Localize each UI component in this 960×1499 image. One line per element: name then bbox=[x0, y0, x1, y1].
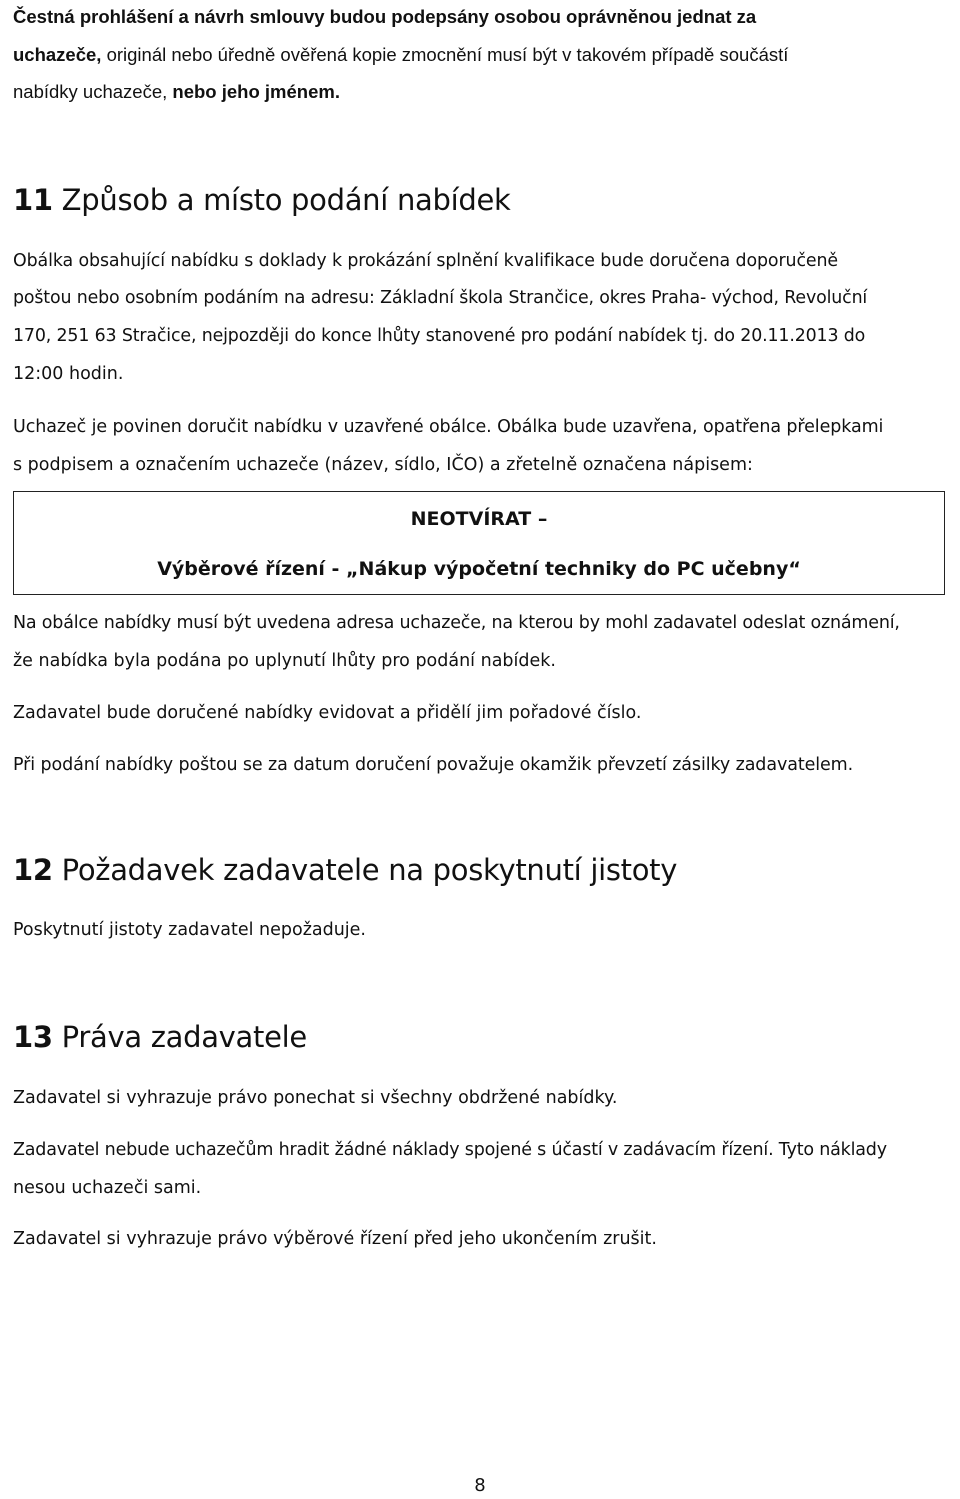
section-11-p3-text-2: že nabídka byla podána po uplynutí lhůty pro podání nabídek. bbox=[13, 651, 556, 671]
section-11-p1-line-1 bbox=[13, 242, 947, 280]
section-11-p2-text-a: Uchazeč je povinen doručit nabídku v uzavřené obálce. bbox=[13, 417, 492, 437]
section-11-p1-line-3 bbox=[13, 317, 947, 355]
section-13-p2-text-1: Zadavatel nebude uchazečům hradit žádné náklady spojené s účastí v zadávacím řízení. Tyto náklady bbox=[13, 1140, 887, 1160]
box-neotvirat: NEOTVÍRAT – bbox=[410, 508, 548, 530]
section-11-p4-text: Zadavatel bude doručené nabídky evidovat a přidělí jim pořadové číslo. bbox=[13, 703, 642, 723]
box-tender-name: Výběrové řízení - „Nákup výpočetní techniky do PC učebny“ bbox=[157, 558, 801, 580]
section-13-p2-text-2: nesou uchazeči sami. bbox=[13, 1178, 202, 1198]
section-13-p2-line-2 bbox=[13, 1169, 947, 1207]
envelope-label-box bbox=[13, 491, 945, 595]
section-11-p3-line-2 bbox=[13, 642, 947, 680]
page-number: 8 bbox=[474, 1475, 486, 1496]
section-12-heading bbox=[13, 850, 947, 890]
section-13-p3 bbox=[13, 1220, 947, 1258]
section-11-p2-text-2: s podpisem a označením uchazeče (název, sídlo, IČO) a zřetelně označena nápisem: bbox=[13, 455, 753, 475]
section-13-title: Práva zadavatele bbox=[52, 1020, 307, 1054]
section-12-p1-text: Poskytnutí jistoty zadavatel nepožaduje. bbox=[13, 920, 366, 940]
section-11-title: Způsob a místo podání nabídek bbox=[52, 183, 511, 217]
section-13-number: 13 bbox=[13, 1020, 53, 1054]
section-11-p1-line-2 bbox=[13, 279, 947, 317]
section-11-p2-line-1 bbox=[13, 408, 947, 446]
intro-line-2-text: originál nebo úředně ověřená kopie zmocnění musí být v takovém případě součástí bbox=[101, 44, 789, 65]
section-11-p1-line-4 bbox=[13, 355, 947, 393]
intro-bold-jmenem: nebo jeho jménem. bbox=[172, 81, 340, 102]
section-11-number: 11 bbox=[13, 183, 53, 217]
section-11-p1-text-1: Obálka obsahující nabídku s doklady k prokázání splnění kvalifikace bude doručena doporučeně bbox=[13, 251, 839, 271]
section-11-p1-text-4: 12:00 hodin. bbox=[13, 364, 124, 384]
section-13-p3-text: Zadavatel si vyhrazuje právo výběrové řízení před jeho ukončením zrušit. bbox=[13, 1229, 657, 1249]
section-11-p2-line-2 bbox=[13, 446, 947, 484]
section-13-p1 bbox=[13, 1079, 947, 1117]
intro-line-3-text: nabídky uchazeče, bbox=[13, 81, 173, 102]
section-13-heading bbox=[13, 1017, 947, 1057]
section-12-title: Požadavek zadavatele na poskytnutí jistoty bbox=[52, 853, 678, 887]
intro-line-2 bbox=[13, 36, 947, 74]
intro-line-1 bbox=[13, 0, 947, 36]
intro-line-3 bbox=[13, 73, 947, 111]
section-11-heading bbox=[13, 180, 947, 220]
section-13-p1-text: Zadavatel si vyhrazuje právo ponechat si všechny obdržené nabídky. bbox=[13, 1088, 618, 1108]
section-11-p3-line-1 bbox=[13, 604, 947, 642]
section-11-p4 bbox=[13, 694, 947, 732]
section-11-p1-text-2: poštou nebo osobním podáním na adresu: Základní škola Strančice, okres Praha- východ, Revoluční bbox=[13, 288, 868, 308]
intro-bold-uchazece: uchazeče, bbox=[13, 44, 102, 65]
section-13-p2-line-1 bbox=[13, 1131, 947, 1169]
section-11-p5-text: Při podání nabídky poštou se za datum doručení považuje okamžik převzetí zásilky zadavatelem. bbox=[13, 755, 854, 775]
intro-bold-text: Čestná prohlášení a návrh smlouvy budou podepsány osobou oprávněnou jednat za bbox=[13, 6, 757, 27]
section-11-p1-text-3: 170, 251 63 Stračice, nejpozději do konce lhůty stanovené pro podání nabídek tj. do 20.11.2013 do bbox=[13, 326, 866, 346]
section-12-number: 12 bbox=[13, 853, 53, 887]
section-12-p1 bbox=[13, 911, 947, 949]
section-11-p5 bbox=[13, 746, 947, 784]
document-page bbox=[13, 0, 947, 1499]
section-11-p2-text-b: Obálka bude uzavřena, opatřena přelepkami bbox=[491, 417, 884, 437]
section-11-p3-text-1: Na obálce nabídky musí být uvedena adresa uchazeče, na kterou by mohl zadavatel odeslat oznámení, bbox=[13, 613, 900, 633]
